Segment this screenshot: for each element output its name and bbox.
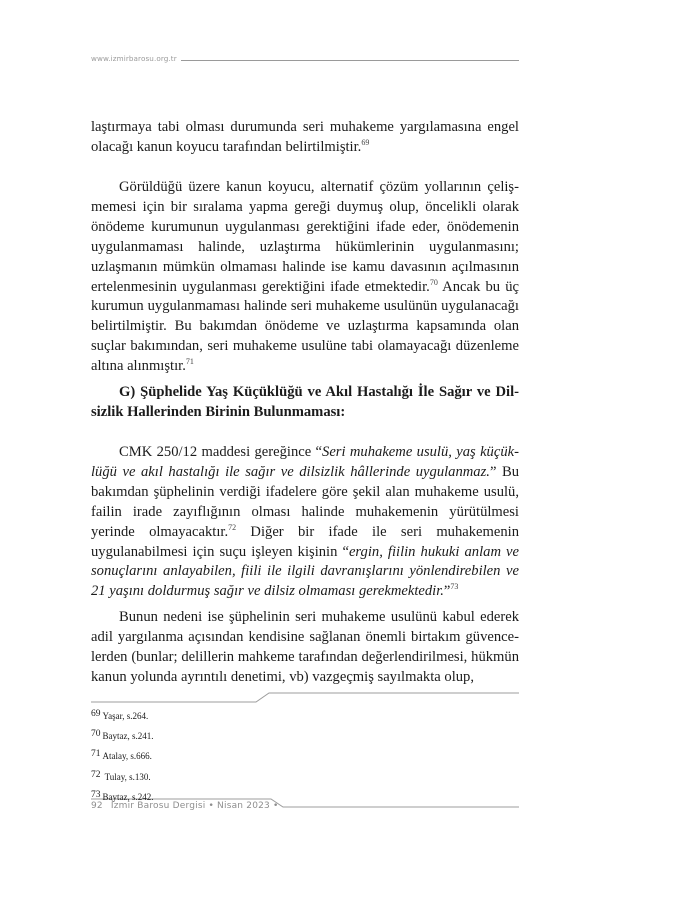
journal-info: İzmir Barosu Dergisi • Nisan 2023 •: [110, 801, 279, 811]
page-footer: [91, 801, 279, 811]
paragraph-continuation: [91, 118, 519, 158]
footnote-text: Atalay, s.666.: [102, 751, 152, 762]
footnote-item: [91, 727, 154, 747]
paragraph-text: ” Bu bakımdan şüphelinin verdiği ifadelere göre şekil alan muhakeme usulü, failin irade zayıflığının olması halinde muhakemenin yürütülmesi yerinde olmayacaktır.: [91, 463, 519, 540]
paragraph-text: Ancak bu üç kurumun uygulanmaması halinde seri muhakeme usulünün uygulanacağı belirtilmiştir. Bu bakımdan önödeme ve uzlaştırma kapsamında olan suçlar bakımından, seri muhakeme usulüne tabi olamayacağı düzenleme altına alınmıştır.: [91, 278, 519, 375]
footnote-ref[interactable]: 71: [185, 357, 194, 367]
paragraph-alternative-resolutions: [91, 178, 519, 377]
footnotes-list: [91, 707, 154, 808]
quotation: ergin, fiilin hukuki anlam ve sonuçlarını anlayabilen, fiili ile ilgili davranışlarını yönlendirebilen ve 21 yaşını doldurmuş sağır ve dilsiz olmaması gerekmektedir.: [91, 543, 519, 600]
page-number: 92: [91, 801, 103, 811]
footnote-text: Baytaz, s.241.: [102, 731, 154, 742]
paragraph-cmk-article: [91, 443, 519, 602]
paragraph-reason: [91, 608, 519, 688]
footnote-text: Baytaz, s.242.: [102, 791, 154, 802]
paragraph-text: Bunun nedeni ise şüphelinin seri muhakeme usulünü kabul ederek adil yargılanma açısından kendisine sağlanan önemli birtakım güvencelerden (bunlar; delillerin mahkeme tarafından değerlendirilmesi, hükmün kanun yolunda ayrıntılı denetimi, vb) vazgeçmiş sayılmakta olup,: [91, 609, 519, 685]
header-website-url: www.izmirbarosu.org.tr: [91, 54, 177, 63]
footnote-item: [91, 707, 154, 727]
quotation: Seri muhakeme usulü, yaş küçüklüğü ve akıl hastalığı ile sağır ve dilsizlik hâllerinde uygulanmaz.: [91, 444, 519, 480]
paragraph-text: laştırmaya tabi olması durumunda seri muhakeme yargılamasına engel olacağı kanun koyucu tarafından belirtilmiştir.: [91, 119, 519, 155]
footnote-number: 70: [91, 729, 101, 740]
footnote-ref[interactable]: 72: [228, 522, 237, 532]
footnote-text: Yaşar, s.264.: [102, 711, 149, 721]
footnote-item: [91, 747, 154, 767]
header-rule: [181, 60, 519, 61]
footnote-ref[interactable]: 70: [429, 277, 438, 287]
paragraph-text: CMK 250/12 maddesi gereğince “: [119, 444, 323, 460]
paragraph-text: Diğer bir ifade ile seri muhakemenin uygulanabilmesi için suçu işleyen kişinin “: [91, 523, 519, 560]
footnote-number: 71: [91, 749, 101, 760]
footnote-number: 72: [91, 769, 101, 780]
footnote-item: [91, 768, 154, 788]
paragraph-text: Görüldüğü üzere kanun koyucu, alternatif çözüm yollarının çelişmemesi için bir sıralama yapma gereği duymuş olup, öncelikli olarak önödeme kurumunun uygulanması gerektiğini ifade eder, önödemenin uygulanmaması halinde, uzlaştırma hükümlerinin uygulanmasını; uzlaşmanın mümkün olmaması halinde ise kamu davasının açılmasının ertelenmesinin uygulanması gerektiğini ifade etmektedir.: [91, 179, 519, 295]
footnote-ref[interactable]: 69: [361, 137, 370, 147]
section-heading-g: [91, 383, 519, 423]
section-heading-text: G) Şüphelide Yaş Küçüklüğü ve Akıl Hastalığı İle Sağır ve Dilsizlik Hallerinden Birinin Bulunmaması:: [91, 384, 519, 420]
footnote-ref[interactable]: 73: [450, 582, 459, 592]
footnote-text: Tulay, s.130.: [102, 771, 151, 782]
footnote-number: 73: [91, 789, 101, 800]
paragraph-text: ”: [443, 583, 451, 600]
footnote-separator-rule: [91, 693, 519, 702]
footnote-number: 69: [91, 709, 101, 719]
